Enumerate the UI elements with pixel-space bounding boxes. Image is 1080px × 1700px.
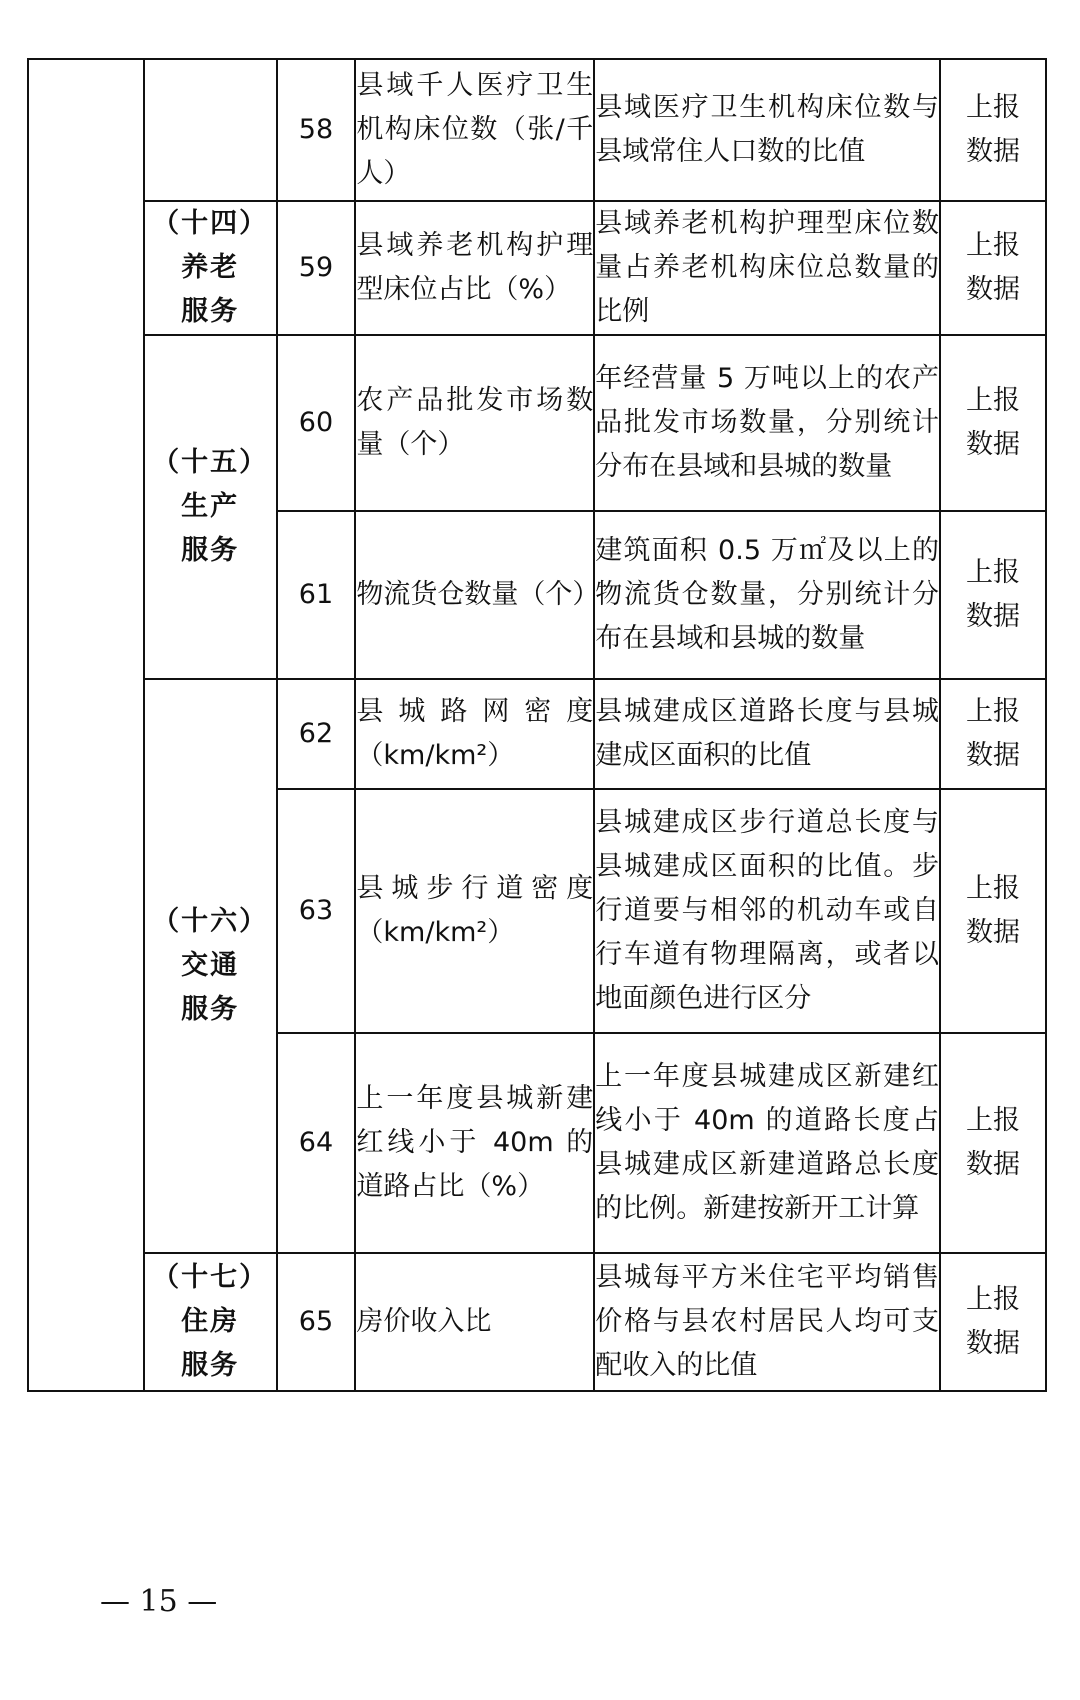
data-source-line: 数据 bbox=[966, 429, 1021, 460]
indicator-name: 县域千人医疗卫生机构床位数（张/千人） bbox=[355, 59, 594, 201]
table-row bbox=[28, 201, 1046, 335]
indicator-name: 县城步行道密度（km/km²） bbox=[355, 789, 594, 1033]
data-source-line: 数据 bbox=[966, 601, 1021, 632]
category-number: （十七） bbox=[152, 1262, 269, 1293]
table-row bbox=[28, 59, 1046, 201]
indicator-number: 58 bbox=[277, 59, 356, 201]
category-cell-empty bbox=[144, 59, 277, 201]
category-number: （十四） bbox=[152, 208, 269, 239]
data-source-line: 上报 bbox=[966, 1105, 1021, 1136]
category-cell-elderly-care bbox=[144, 201, 277, 335]
category-label: 服务 bbox=[181, 296, 240, 327]
indicator-name: 房价收入比 bbox=[355, 1253, 594, 1391]
category-cell-housing bbox=[144, 1253, 277, 1391]
indicator-name: 县城路网密度（km/km²） bbox=[355, 679, 594, 789]
data-source bbox=[940, 201, 1046, 335]
indicator-number: 63 bbox=[277, 789, 356, 1033]
indicator-number: 60 bbox=[277, 335, 356, 511]
data-source-line: 数据 bbox=[966, 136, 1021, 167]
indicator-definition: 县城建成区道路长度与县城建成区面积的比值 bbox=[594, 679, 940, 789]
table-row bbox=[28, 1253, 1046, 1391]
category-label: 服务 bbox=[181, 535, 240, 566]
indicator-name: 县域养老机构护理型床位占比（%） bbox=[355, 201, 594, 335]
indicator-number: 65 bbox=[277, 1253, 356, 1391]
data-source-line: 数据 bbox=[966, 740, 1021, 771]
category-label: 住房 bbox=[181, 1306, 240, 1337]
data-source-line: 上报 bbox=[966, 230, 1021, 261]
table-row bbox=[28, 679, 1046, 789]
category-label: 交通 bbox=[181, 950, 240, 981]
indicator-definition: 县域养老机构护理型床位数量占养老机构床位总数量的比例 bbox=[594, 201, 940, 335]
category-label: 服务 bbox=[181, 994, 240, 1025]
data-source bbox=[940, 789, 1046, 1033]
data-source-line: 数据 bbox=[966, 274, 1021, 305]
indicator-definition: 上一年度县城建成区新建红线小于 40m 的道路长度占县城建成区新建道路总长度的比例。新建按新开工计算 bbox=[594, 1033, 940, 1253]
data-source-line: 上报 bbox=[966, 385, 1021, 416]
indicator-definition: 县城建成区步行道总长度与县城建成区面积的比值。步行道要与相邻的机动车或自行车道有物理隔离，或者以地面颜色进行区分 bbox=[594, 789, 940, 1033]
indicator-number: 62 bbox=[277, 679, 356, 789]
category-label: 养老 bbox=[181, 252, 240, 283]
indicator-definition: 建筑面积 0.5 万㎡及以上的物流货仓数量，分别统计分布在县域和县城的数量 bbox=[594, 511, 940, 679]
data-source-line: 数据 bbox=[966, 1149, 1021, 1180]
data-source-line: 上报 bbox=[966, 873, 1021, 904]
indicator-number: 59 bbox=[277, 201, 356, 335]
data-source-line: 上报 bbox=[966, 92, 1021, 123]
data-source-line: 数据 bbox=[966, 917, 1021, 948]
indicator-name: 上一年度县城新建红线小于 40m 的道路占比（%） bbox=[355, 1033, 594, 1253]
category-number: （十六） bbox=[152, 906, 269, 937]
data-source bbox=[940, 1033, 1046, 1253]
category-label: 生产 bbox=[181, 491, 240, 522]
data-source-line: 上报 bbox=[966, 557, 1021, 588]
indicator-number: 64 bbox=[277, 1033, 356, 1253]
data-source-line: 数据 bbox=[966, 1328, 1021, 1359]
indicator-definition: 年经营量 5 万吨以上的农产品批发市场数量，分别统计分布在县域和县城的数量 bbox=[594, 335, 940, 511]
indicator-definition: 县域医疗卫生机构床位数与县域常住人口数的比值 bbox=[594, 59, 940, 201]
data-source bbox=[940, 1253, 1046, 1391]
data-source bbox=[940, 335, 1046, 511]
page-number: — 15 — bbox=[100, 1584, 218, 1619]
indicator-name: 农产品批发市场数量（个） bbox=[355, 335, 594, 511]
table-row bbox=[28, 335, 1046, 511]
category-label: 服务 bbox=[181, 1350, 240, 1381]
level1-category-cell bbox=[28, 59, 144, 1391]
data-source bbox=[940, 511, 1046, 679]
indicator-definition: 县城每平方米住宅平均销售价格与县农村居民人均可支配收入的比值 bbox=[594, 1253, 940, 1391]
category-cell-transport bbox=[144, 679, 277, 1253]
category-cell-production bbox=[144, 335, 277, 679]
category-number: （十五） bbox=[152, 447, 269, 478]
data-source bbox=[940, 679, 1046, 789]
data-source-line: 上报 bbox=[966, 1284, 1021, 1315]
data-source bbox=[940, 59, 1046, 201]
indicator-number: 61 bbox=[277, 511, 356, 679]
indicator-name: 物流货仓数量（个） bbox=[355, 511, 594, 679]
indicator-table bbox=[27, 58, 1047, 1392]
data-source-line: 上报 bbox=[966, 696, 1021, 727]
